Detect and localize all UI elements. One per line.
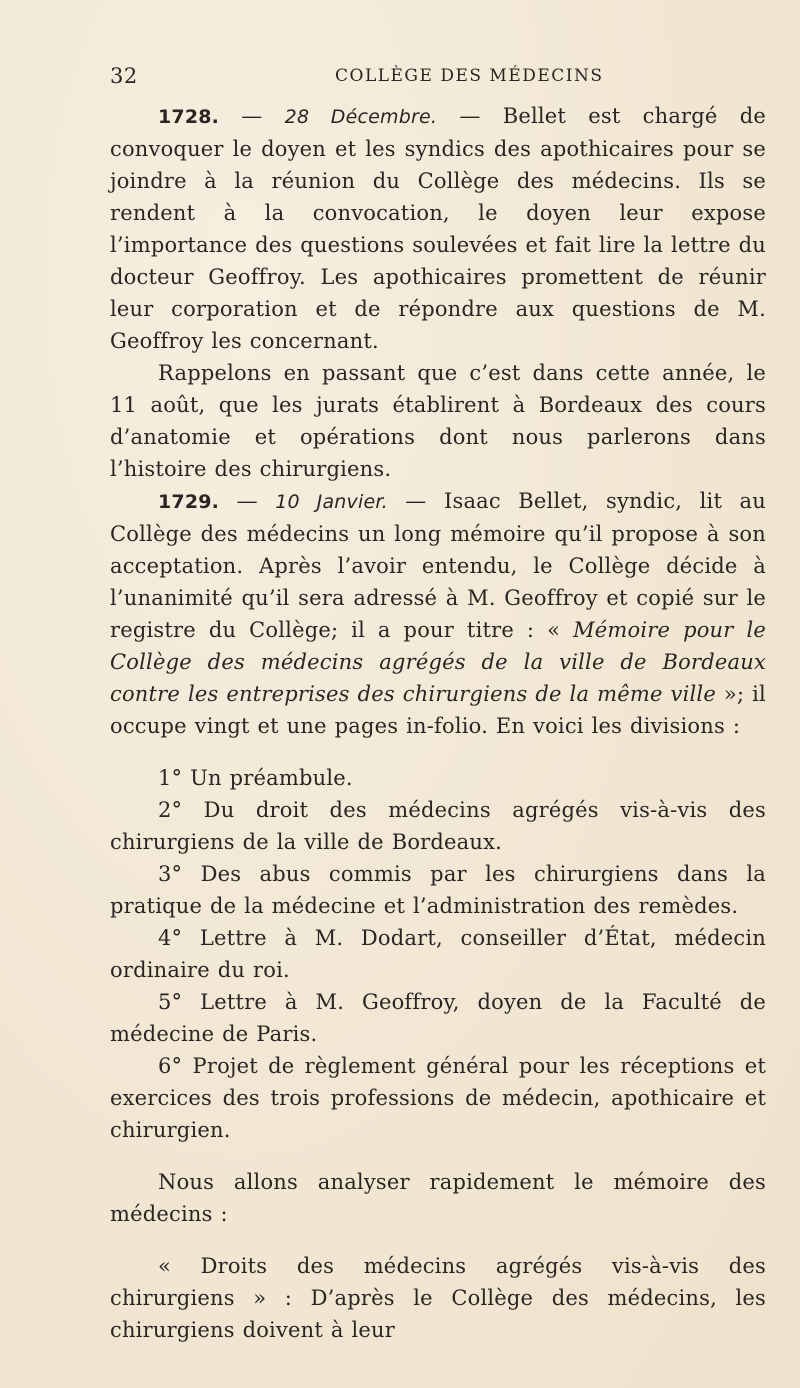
list-item: 1° Un préambule.: [158, 766, 353, 790]
entry-number: 1728.: [158, 106, 220, 128]
page-header: [110, 64, 770, 90]
running-head: COLLÈGE DES MÉDECINS: [335, 66, 604, 86]
memoire-title: Mémoire pour le Collège des médecins agrégés de la ville de Bordeaux contre les entreprises des chirurgiens de la même ville: [110, 618, 766, 706]
entry-date: 28 Décembre.: [284, 106, 438, 128]
entry-date: 10 Janvier.: [275, 491, 388, 513]
entry-dash: —: [219, 489, 276, 513]
entry-number: 1729.: [158, 491, 220, 513]
entry-text: »; il occupe vingt et une pages in-folio. En voici les divisions :: [110, 682, 766, 738]
entry-1728: [110, 100, 766, 357]
entry-dash: —: [437, 104, 503, 128]
page-number: 32: [110, 64, 138, 88]
paragraph-droits: « Droits des médecins agrégés vis-à-vis des chirurgiens » : D’après le Collège des médecins, les chirurgiens doivent à leur: [110, 1254, 766, 1342]
paragraph-analyse: Nous allons analyser rapidement le mémoire des médecins :: [110, 1170, 766, 1226]
entry-dash: —: [387, 489, 444, 513]
body-text: [110, 100, 766, 1346]
list-item: 5° Lettre à M. Geoffroy, doyen de la Faculté de médecine de Paris.: [110, 990, 766, 1046]
entry-1729: [110, 485, 766, 742]
list-item: 4° Lettre à M. Dodart, conseiller d’État, médecin ordinaire du roi.: [110, 926, 766, 982]
entry-text: Bellet est chargé de convoquer le doyen et les syndics des apothicaires pour se joindre à la réunion du Collège des médecins. Ils se rendent à la convocation, le doyen leur expose l’importance des questions soulevées et fait lire la lettre du docteur Geoffroy. Les apothicaires promettent de réunir leur corporation et de répondre aux questions de M. Geoffroy les concernant.: [110, 104, 766, 353]
divisions-list: [110, 762, 766, 1146]
list-item: 3° Des abus commis par les chirurgiens dans la pratique de la médecine et l’administration des remèdes.: [110, 862, 766, 918]
list-item: 2° Du droit des médecins agrégés vis-à-vis des chirurgiens de la ville de Bordeaux.: [110, 798, 766, 854]
list-item: 6° Projet de règlement général pour les réceptions et exercices des trois professions de médecin, apothicaire et chirurgien.: [110, 1054, 766, 1142]
entry-text: Isaac Bellet, syndic, lit au Collège des médecins un long mémoire qu’il propose à son acceptation. Après l’avoir entendu, le Collège décide à l’unanimité qu’il sera adressé à M. Geoffroy et copié sur le registre du Collège; il a pour titre : «: [110, 489, 766, 642]
paragraph-rappelons: Rappelons en passant que c’est dans cette année, le 11 août, que les jurats établirent à Bordeaux des cours d’anatomie et opérations dont nous parlerons dans l’histoire des chirurgiens.: [110, 361, 766, 481]
entry-dash: —: [219, 104, 285, 128]
